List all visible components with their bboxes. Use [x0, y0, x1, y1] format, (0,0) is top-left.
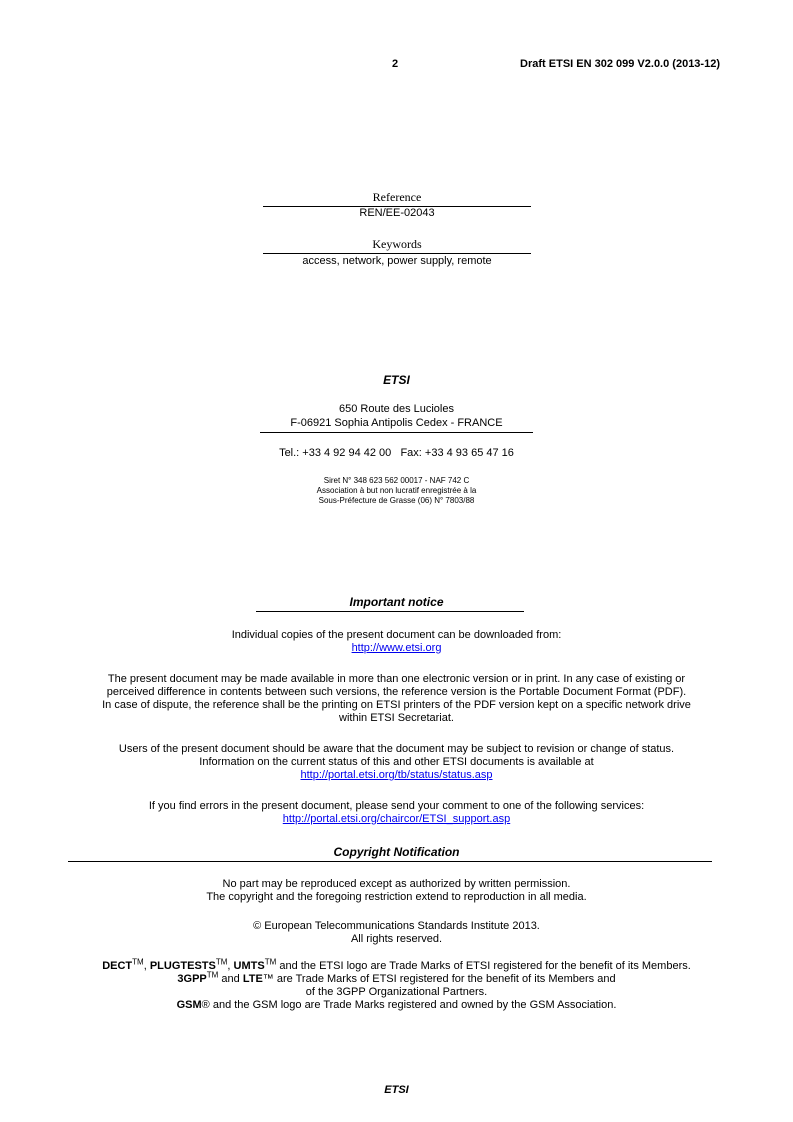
notice-para-2-line-1: The present document may be made available in more than one electronic version or in print. In any case of existing or — [107, 673, 686, 685]
tm-plugtests: PLUGTESTS — [149, 960, 216, 972]
notice-para-2-line-2: perceived difference in contents between such versions, the reference version is the Portable Document Format (PDF). — [106, 686, 687, 698]
tm-umts: UMTS — [233, 960, 265, 972]
org-name: ETSI — [383, 373, 410, 387]
copyright-rule — [68, 861, 712, 862]
status-link[interactable]: http://portal.etsi.org/tb/status/status.asp — [300, 769, 493, 781]
copyright-title: Copyright Notification — [333, 845, 460, 859]
download-text: Individual copies of the present document can be downloaded from: — [231, 629, 562, 641]
trademark-line-3: of the 3GPP Organizational Partners. — [305, 986, 488, 998]
tm-lte: LTE — [242, 973, 263, 985]
tm-symbol: ™ — [262, 973, 274, 985]
siret: Siret N° 348 623 562 00017 - NAF 742 C — [323, 476, 470, 485]
notice-para-3-line-2: Information on the current status of this and other ETSI documents is available at — [199, 756, 594, 768]
copyright-line-1: No part may be reproduced except as authorized by written permission. — [222, 878, 571, 890]
keywords-value: access, network, power supply, remote — [302, 255, 492, 267]
notice-para-4-line-1: If you find errors in the present document, please send your comment to one of the following services: — [148, 800, 645, 812]
tm-line-2-rest: are Trade Marks of ETSI registered for the benefit of its Members and — [276, 973, 616, 985]
trademark-line-2 — [0, 970, 793, 986]
trademark-line-1: DECT™, PLUGTESTS™, UMTS™ and the ETSI logo are Trade Marks of ETSI registered for the benefit of its Members. — [102, 957, 691, 972]
notice-para-2-line-4: within ETSI Secretariat. — [339, 712, 454, 724]
important-notice-title: Important notice — [349, 595, 444, 609]
tm-dect: DECT — [102, 960, 133, 972]
tm-line-1-rest: and the ETSI logo are Trade Marks of ETSI registered for the benefit of its Members. — [279, 960, 691, 972]
document-id: Draft ETSI EN 302 099 V2.0.0 (2013-12) — [520, 58, 720, 70]
tm-sup-4: TM — [206, 970, 219, 980]
footer-etsi: ETSI — [384, 1084, 409, 1096]
tm-gsm: GSM — [176, 999, 202, 1011]
copyright-line-2: The copyright and the foregoing restriction extend to reproduction in all media. — [206, 891, 587, 903]
reference-value: REN/EE-02043 — [359, 207, 435, 219]
prefecture: Sous-Préfecture de Grasse (06) N° 7803/88 — [318, 496, 475, 505]
registered-symbol: ® — [201, 999, 210, 1011]
tm-sup-1: TM — [132, 957, 144, 967]
address-line-2: F-06921 Sophia Antipolis Cedex - FRANCE — [290, 417, 503, 429]
reference-label: Reference — [372, 190, 422, 204]
tm-3gpp: 3GPP — [177, 973, 207, 985]
address-line-1: 650 Route des Lucioles — [339, 403, 454, 415]
tm-and: and — [221, 973, 240, 985]
copyright-line-3: © European Telecommunications Standards Institute 2013. — [253, 920, 540, 932]
association: Association à but non lucratif enregistrée à la — [316, 486, 477, 495]
keywords-label: Keywords — [372, 237, 422, 251]
notice-para-2-line-3: In case of dispute, the reference shall be the printing on ETSI printers of the PDF version kept on a specific network drive — [102, 699, 691, 711]
notice-para-3-line-1: Users of the present document should be aware that the document may be subject to revision or change of status. — [118, 743, 675, 755]
trademark-line-4 — [0, 999, 793, 1012]
tm-line-4-rest: and the GSM logo are Trade Marks registered and owned by the GSM Association. — [212, 999, 617, 1011]
notice-rule — [256, 611, 524, 612]
page-number: 2 — [392, 58, 399, 70]
address-rule — [260, 432, 533, 433]
etsi-website-link[interactable]: http://www.etsi.org — [351, 642, 442, 654]
phone-fax: Tel.: +33 4 92 94 42 00 Fax: +33 4 93 65 47 16 — [279, 447, 514, 459]
tm-sup-3: TM — [264, 957, 277, 967]
support-link[interactable]: http://portal.etsi.org/chaircor/ETSI_support.asp — [282, 813, 511, 825]
tm-sup-2: TM — [215, 957, 228, 967]
copyright-line-4: All rights reserved. — [350, 933, 443, 945]
keywords-rule — [263, 253, 531, 254]
